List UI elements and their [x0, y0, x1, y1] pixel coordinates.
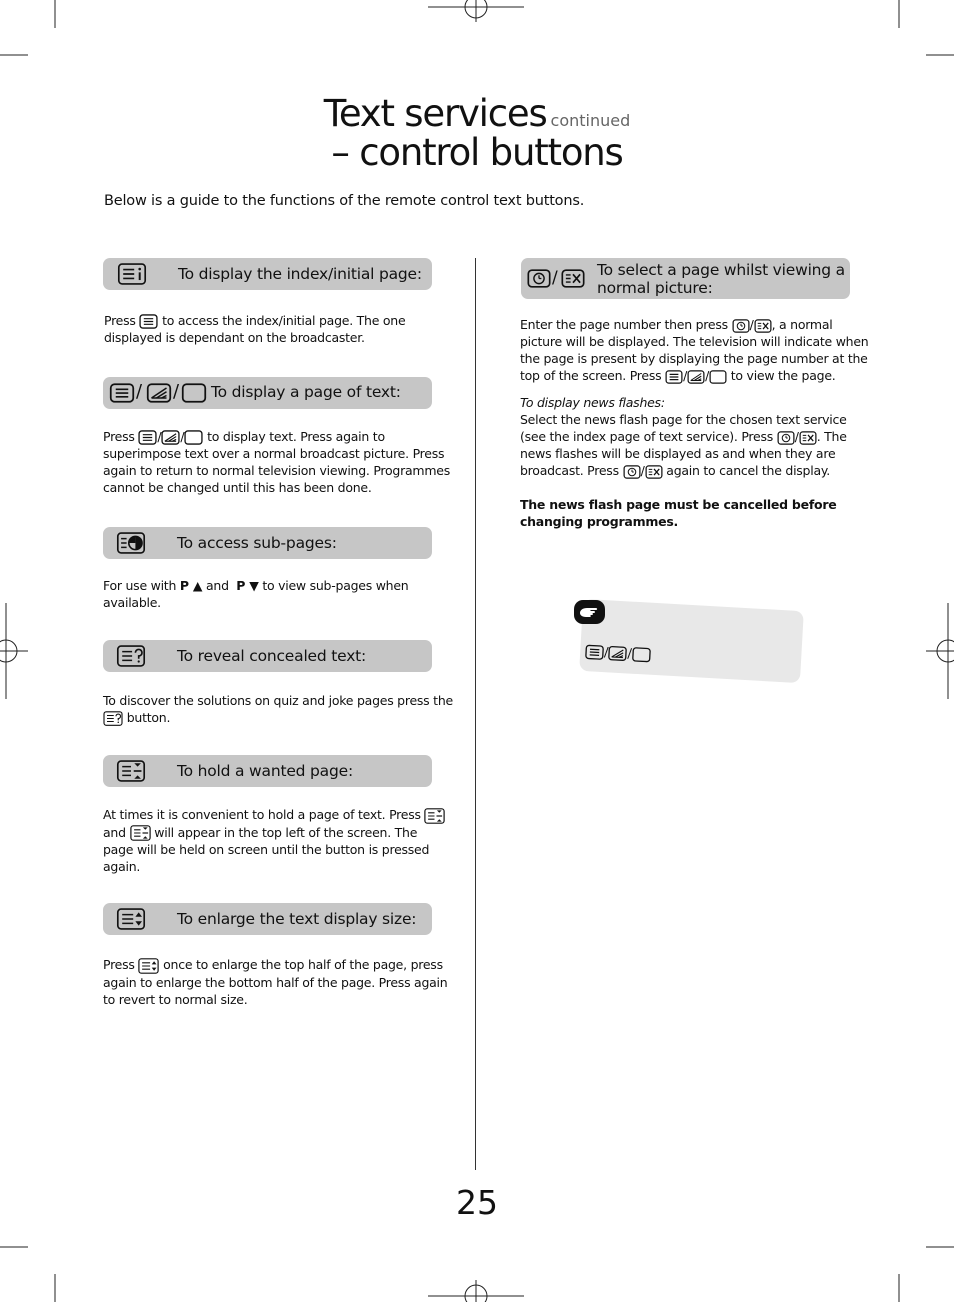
section-enlarge-title: To enlarge the text display size: [177, 910, 417, 928]
pointing-hand-icon [574, 600, 605, 624]
separator: / [640, 463, 645, 478]
section-hold-body [103, 806, 445, 875]
intro-text: Below is a guide to the functions of the remote control text buttons. [104, 193, 585, 209]
enlarge-line-1a: Press [103, 957, 135, 972]
select-title-line-2: normal picture: [597, 279, 713, 297]
hold-icon [116, 760, 146, 782]
index-text-2: to access the index/initial page. The one [162, 313, 406, 328]
text-icon [138, 430, 157, 445]
and-text: and [205, 578, 229, 593]
p-up-label: P ▲ [179, 578, 203, 593]
separator: / [683, 368, 688, 383]
section-index-header [103, 258, 432, 290]
mix-icon [687, 370, 705, 384]
enlarge-icon [138, 958, 159, 974]
select-line-2: picture will be displayed. The television will indicate when [520, 334, 869, 349]
tv-icon [709, 370, 727, 384]
section-index-body [104, 312, 405, 346]
subpages-line-2: available. [103, 595, 161, 610]
text-line-4: cannot be changed until this has been done. [103, 480, 372, 495]
separator: / [180, 429, 185, 444]
reveal-line-2: button. [126, 710, 171, 725]
text-line-1b: to display text. Press again to [207, 429, 385, 444]
select-line-1a: Enter the page number then press [520, 317, 728, 332]
cancel-icon [561, 269, 585, 288]
separator: / [173, 381, 179, 402]
select-line-1b: , a normal [771, 317, 833, 332]
text-index-icon [117, 263, 147, 285]
cancel-icon [645, 465, 663, 479]
enlarge-icon [116, 908, 146, 930]
separator: / [705, 368, 710, 383]
section-hold-title: To hold a wanted page: [177, 762, 353, 780]
hold-line-2a: and [103, 824, 126, 840]
title-main: Text services [323, 92, 547, 135]
hold-line-1: At times it is convenient to hold a page of text. Press [103, 807, 421, 822]
text-line-3: again to return to normal television viewing. Programmes [103, 463, 450, 478]
section-select-body [520, 316, 868, 384]
enlarge-line-1b: once to enlarge the top half of the page, press [163, 957, 443, 972]
news-line-4b: again to cancel the display. [666, 463, 830, 478]
p-down-label: P ▼ [236, 578, 259, 593]
index-text-3: displayed is dependant on the broadcaster. [104, 330, 365, 345]
section-enlarge-body [103, 956, 447, 1008]
section-news-body [520, 394, 847, 530]
section-select-title [597, 261, 845, 297]
section-reveal-body [103, 692, 453, 726]
section-subpages-body [103, 577, 408, 611]
text-index-icon [139, 314, 158, 329]
separator: / [626, 646, 633, 662]
text-icon [109, 383, 135, 403]
news-line-2a: (see the index page of text service). Press [520, 429, 774, 444]
separator: / [136, 381, 142, 402]
section-text-title: To display a page of text: [211, 383, 401, 401]
separator: / [157, 429, 162, 444]
select-line-3: the page is present by displaying the page number at the [520, 351, 868, 366]
note-box [579, 599, 804, 683]
news-line-4a: broadcast. Press [520, 463, 619, 478]
section-reveal-title: To reveal concealed text: [177, 647, 367, 665]
select-line-4a: top of the screen. Press [520, 368, 662, 383]
text-icon [665, 370, 683, 384]
index-text-1: Press [104, 313, 136, 328]
section-index-title: To display the index/initial page: [178, 265, 422, 283]
timer-icon [732, 319, 750, 333]
cancel-icon [754, 319, 772, 333]
select-title-line-1: To select a page whilst viewing a [597, 261, 845, 279]
page-subtitle: – control buttons [331, 131, 623, 174]
text-icon [585, 644, 605, 660]
reveal-icon [116, 645, 146, 667]
timer-icon [777, 431, 795, 445]
section-select-header [521, 258, 850, 299]
reveal-line-1: To discover the solutions on quiz and joke pages press the [103, 693, 453, 708]
separator: / [794, 429, 799, 444]
select-line-4b: to view the page. [730, 368, 836, 383]
section-text-header [103, 377, 432, 409]
section-text-body [103, 428, 450, 496]
enlarge-line-3: to revert to normal size. [103, 991, 248, 1007]
hold-icon [424, 808, 445, 824]
hold-line-3: page will be held on screen until the button is pressed [103, 842, 430, 857]
hold-icon [130, 825, 151, 841]
enlarge-line-2: again to enlarge the bottom half of the page. Press again [103, 974, 448, 990]
separator: / [749, 317, 754, 332]
tv-icon [184, 430, 203, 445]
mix-icon [146, 383, 172, 403]
subpages-line-1b: to view sub-pages when [262, 578, 409, 593]
subpages-line-1a: For use with [103, 578, 177, 593]
section-subpages-title: To access sub-pages: [177, 534, 337, 552]
page-number: 25 [456, 1183, 498, 1222]
reveal-icon [103, 711, 123, 726]
hold-line-2b: will appear in the top left of the screen. The [154, 824, 418, 840]
mix-icon [161, 430, 180, 445]
news-line-3: news flashes will be displayed as and when they are [520, 446, 836, 461]
mix-icon [608, 646, 628, 662]
section-enlarge-header [103, 903, 432, 935]
timer-icon [623, 465, 641, 479]
timer-icon [527, 269, 551, 288]
text-line-1a: Press [103, 429, 135, 444]
tv-icon [181, 383, 207, 403]
title-continued: continued [550, 111, 631, 130]
hold-line-4: again. [103, 859, 141, 874]
column-divider [475, 258, 476, 1170]
news-line-2b: . The [816, 429, 847, 444]
cancel-icon [799, 431, 817, 445]
section-hold-header [103, 755, 432, 787]
news-subheading: To display news flashes: [520, 395, 665, 410]
separator: / [603, 645, 609, 661]
news-warning-2: changing programmes. [520, 514, 679, 529]
separator: / [552, 268, 558, 288]
section-subpages-header [103, 527, 432, 559]
text-line-2: superimpose text over a normal broadcast picture. Press [103, 446, 445, 461]
subpage-icon [116, 532, 146, 554]
news-warning-1: The news flash page must be cancelled before [520, 497, 837, 512]
tv-icon [631, 647, 651, 663]
section-reveal-header [103, 640, 432, 672]
news-line-1: Select the news flash page for the chosen text service [520, 412, 847, 427]
